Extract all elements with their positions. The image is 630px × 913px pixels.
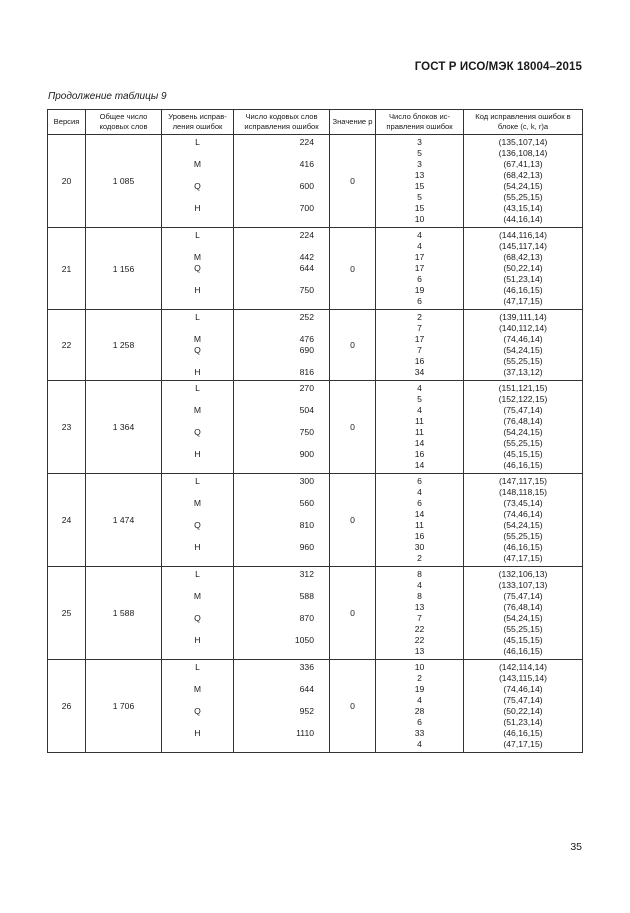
version-cell: 25 <box>48 567 86 660</box>
ec-level: M <box>193 252 202 262</box>
p-value-cell: 0 <box>330 381 376 474</box>
block-code: (142,114,14) <box>498 662 548 672</box>
block-code: (140,112,14) <box>498 323 548 333</box>
ec-level: H <box>194 285 201 295</box>
block-code: (76,48,14) <box>503 416 543 426</box>
block-code: (37,13,12) <box>503 367 543 377</box>
ec-codeword-count: 952 <box>299 706 314 716</box>
block-code: (54,24,15) <box>503 613 543 623</box>
ec-level: L <box>195 312 200 322</box>
ec-level: Q <box>194 520 201 530</box>
block-code: (46,16,15) <box>503 285 543 295</box>
ec-level: Q <box>194 345 201 355</box>
col-header-ec-codewords <box>234 110 330 135</box>
ec-blocks-cell <box>376 567 464 660</box>
p-value-cell: 0 <box>330 567 376 660</box>
block-code: (54,24,15) <box>503 345 543 355</box>
block-code-cell <box>464 135 583 228</box>
block-code: (47,17,15) <box>503 296 543 306</box>
block-code: (135,107,14) <box>498 137 548 147</box>
block-code: (54,24,15) <box>503 181 543 191</box>
ec-block-count: 10 <box>414 662 425 672</box>
ec-level: H <box>194 728 201 738</box>
block-code-cell <box>464 381 583 474</box>
ec-level: M <box>193 159 202 169</box>
block-code-cell <box>464 567 583 660</box>
col-header-ec-level <box>162 110 234 135</box>
ec-codewords-cell <box>234 381 330 474</box>
block-code: (133,107,13) <box>498 580 548 590</box>
block-code: (74,46,14) <box>503 684 543 694</box>
ec-block-count: 4 <box>417 487 422 497</box>
ec-level: L <box>195 662 200 672</box>
ec-codeword-count: 588 <box>299 591 314 601</box>
col-header-p-value <box>330 110 376 135</box>
table-row <box>48 381 583 474</box>
col-header-version <box>48 110 86 135</box>
ec-block-count: 14 <box>414 509 425 519</box>
block-code: (55,25,15) <box>503 624 543 634</box>
ec-level: H <box>194 635 201 645</box>
block-code: (67,41,13) <box>503 159 543 169</box>
col-header-label: Число блоков ис-правления ошибок <box>386 111 453 131</box>
total-codewords-cell: 1 364 <box>86 381 162 474</box>
ec-codeword-count: 1050 <box>294 635 314 645</box>
total-codewords-cell: 1 474 <box>86 474 162 567</box>
ec-block-count: 17 <box>414 263 425 273</box>
version-cell: 23 <box>48 381 86 474</box>
col-header-block-code <box>464 110 583 135</box>
ec-block-count: 34 <box>414 367 425 377</box>
ec-codeword-count: 690 <box>299 345 314 355</box>
block-code: (74,46,14) <box>503 509 543 519</box>
ec-codeword-count: 560 <box>299 498 314 508</box>
block-code: (75,47,14) <box>503 405 543 415</box>
ec-codeword-count: 252 <box>299 312 314 322</box>
ec-codeword-count: 504 <box>299 405 314 415</box>
ec-block-count: 30 <box>414 542 425 552</box>
ec-block-count: 11 <box>415 416 424 426</box>
ec-codeword-count: 416 <box>299 159 314 169</box>
document-header: ГОСТ Р ИСО/МЭК 18004–2015 <box>414 61 582 73</box>
block-code: (68,42,13) <box>503 252 543 262</box>
ec-block-count: 6 <box>417 498 422 508</box>
block-code: (43,15,14) <box>503 203 543 213</box>
ec-block-count: 4 <box>417 739 422 749</box>
ec-block-count: 5 <box>417 394 422 404</box>
block-code: (47,17,15) <box>503 739 543 749</box>
total-codewords-cell: 1 156 <box>86 228 162 310</box>
ec-block-count: 19 <box>414 285 425 295</box>
ec-level: M <box>193 684 202 694</box>
col-header-label: Общее число кодовых слов <box>99 111 148 131</box>
ec-codeword-count: 644 <box>299 684 314 694</box>
ec-level: M <box>193 405 202 415</box>
total-codewords-cell: 1 588 <box>86 567 162 660</box>
table-row <box>48 310 583 381</box>
block-code-cell <box>464 228 583 310</box>
ec-block-count: 14 <box>414 438 425 448</box>
ec-codeword-count: 816 <box>299 367 314 377</box>
ec-blocks-cell <box>376 135 464 228</box>
ec-blocks-cell <box>376 660 464 753</box>
block-code: (46,16,15) <box>503 460 543 470</box>
ec-codeword-count: 644 <box>299 263 314 273</box>
ec-block-count: 10 <box>414 214 425 224</box>
ec-level-cell <box>162 381 234 474</box>
ec-codeword-count: 750 <box>299 427 314 437</box>
ec-block-count: 11 <box>415 520 424 530</box>
col-header-label: Код исправления ошибок в блоке (c, k, r)a <box>475 111 571 131</box>
ec-level: M <box>193 498 202 508</box>
ec-codeword-count: 224 <box>299 137 314 147</box>
ec-level: L <box>195 569 200 579</box>
ec-codeword-count: 270 <box>299 383 314 393</box>
ec-blocks-cell <box>376 474 464 567</box>
ec-codeword-count: 960 <box>299 542 314 552</box>
ec-codeword-count: 750 <box>299 285 314 295</box>
ec-block-count: 2 <box>417 553 422 563</box>
ec-codewords-cell <box>234 310 330 381</box>
block-code: (47,17,15) <box>503 553 543 563</box>
ec-block-count: 16 <box>414 449 425 459</box>
block-code: (55,25,15) <box>503 356 543 366</box>
ec-codeword-count: 224 <box>299 230 314 240</box>
ec-block-count: 16 <box>414 356 425 366</box>
block-code: (54,24,15) <box>503 427 543 437</box>
table-row <box>48 660 583 753</box>
ec-block-count: 4 <box>417 580 422 590</box>
ec-codeword-count: 1110 <box>296 728 314 738</box>
total-codewords-cell: 1 085 <box>86 135 162 228</box>
block-code: (151,121,15) <box>498 383 548 393</box>
ec-codeword-count: 900 <box>299 449 314 459</box>
ec-codewords-cell <box>234 474 330 567</box>
ec-codewords-cell <box>234 660 330 753</box>
block-code-cell <box>464 660 583 753</box>
block-code: (75,47,14) <box>503 591 543 601</box>
ec-level: L <box>195 383 200 393</box>
ec-level: H <box>194 367 201 377</box>
table-header-row <box>48 110 583 135</box>
p-value-cell: 0 <box>330 228 376 310</box>
ec-codewords-cell <box>234 567 330 660</box>
ec-block-count: 4 <box>417 241 422 251</box>
ec-level: L <box>195 230 200 240</box>
ec-block-count: 4 <box>417 230 422 240</box>
page-number: 35 <box>570 841 582 853</box>
ec-block-count: 5 <box>417 192 422 202</box>
block-code: (46,16,15) <box>503 646 543 656</box>
ec-codeword-count: 476 <box>299 334 314 344</box>
ec-codewords-cell <box>234 228 330 310</box>
ec-level: L <box>195 137 200 147</box>
table-row <box>48 474 583 567</box>
ec-block-count: 14 <box>414 460 425 470</box>
ec-block-count: 4 <box>417 405 422 415</box>
version-cell: 21 <box>48 228 86 310</box>
block-code: (145,117,14) <box>498 241 548 251</box>
table-row <box>48 135 583 228</box>
ec-level: Q <box>194 263 201 273</box>
col-header-label: Значение p <box>332 116 373 126</box>
col-header-ec-blocks <box>376 110 464 135</box>
ec-blocks-cell <box>376 310 464 381</box>
ec-codeword-count: 336 <box>299 662 314 672</box>
ec-block-count: 8 <box>417 569 422 579</box>
block-code: (75,47,14) <box>503 695 543 705</box>
ec-block-count: 8 <box>417 591 422 601</box>
block-code: (54,24,15) <box>503 520 543 530</box>
p-value-cell: 0 <box>330 660 376 753</box>
block-code: (76,48,14) <box>503 602 543 612</box>
block-code: (148,118,15) <box>498 487 548 497</box>
version-cell: 22 <box>48 310 86 381</box>
ec-block-count: 3 <box>417 137 422 147</box>
ec-codeword-count: 600 <box>299 181 314 191</box>
block-code: (136,108,14) <box>498 148 548 158</box>
ec-block-count: 17 <box>414 334 425 344</box>
ec-block-count: 6 <box>417 717 422 727</box>
ec-block-count: 3 <box>417 159 422 169</box>
ec-level-cell <box>162 567 234 660</box>
ec-block-count: 13 <box>414 602 425 612</box>
block-code-cell <box>464 310 583 381</box>
ec-block-count: 22 <box>414 624 425 634</box>
block-code: (55,25,15) <box>503 531 543 541</box>
table-row <box>48 228 583 310</box>
block-code: (51,23,14) <box>503 274 543 284</box>
block-code: (44,16,14) <box>503 214 543 224</box>
ec-level-cell <box>162 474 234 567</box>
ec-blocks-cell <box>376 228 464 310</box>
ec-block-count: 6 <box>417 476 422 486</box>
ec-level: H <box>194 449 201 459</box>
ec-block-count: 6 <box>417 274 422 284</box>
ec-block-count: 7 <box>417 323 422 333</box>
col-header-total-codewords <box>86 110 162 135</box>
block-code: (73,45,14) <box>503 498 543 508</box>
ec-codeword-count: 810 <box>299 520 314 530</box>
ec-block-count: 11 <box>415 427 424 437</box>
ec-codeword-count: 442 <box>299 252 314 262</box>
ec-codeword-count: 870 <box>299 613 314 623</box>
block-code: (45,15,15) <box>503 449 543 459</box>
block-code: (55,25,15) <box>503 192 543 202</box>
ec-codewords-cell <box>234 135 330 228</box>
ec-level-cell <box>162 228 234 310</box>
ec-level: H <box>194 203 201 213</box>
p-value-cell: 0 <box>330 474 376 567</box>
block-code: (143,115,14) <box>498 673 548 683</box>
ec-block-count: 13 <box>414 646 425 656</box>
col-header-label: Версия <box>53 116 80 126</box>
ec-block-count: 19 <box>414 684 425 694</box>
block-code: (55,25,15) <box>503 438 543 448</box>
ec-level-cell <box>162 660 234 753</box>
ec-block-count: 2 <box>417 673 422 683</box>
ec-block-count: 15 <box>414 203 425 213</box>
block-code: (50,22,14) <box>503 263 543 273</box>
table-row <box>48 567 583 660</box>
ec-codeword-count: 312 <box>299 569 314 579</box>
ec-block-count: 17 <box>414 252 425 262</box>
ec-level: Q <box>194 427 201 437</box>
ec-level: M <box>193 591 202 601</box>
col-header-label: Уровень исправ-ления ошибок <box>168 111 227 131</box>
ec-level-cell <box>162 310 234 381</box>
ec-block-count: 28 <box>414 706 425 716</box>
block-code: (152,122,15) <box>498 394 548 404</box>
ec-level: Q <box>194 706 201 716</box>
block-code: (46,16,15) <box>503 728 543 738</box>
ec-block-count: 16 <box>414 531 425 541</box>
total-codewords-cell: 1 706 <box>86 660 162 753</box>
block-code: (50,22,14) <box>503 706 543 716</box>
version-cell: 24 <box>48 474 86 567</box>
ec-level: Q <box>194 613 201 623</box>
ec-block-count: 7 <box>417 613 422 623</box>
ec-block-count: 6 <box>417 296 422 306</box>
p-value-cell: 0 <box>330 135 376 228</box>
block-code: (68,42,13) <box>503 170 543 180</box>
block-code: (132,106,13) <box>498 569 548 579</box>
block-code: (51,23,14) <box>503 717 543 727</box>
ec-codeword-count: 300 <box>299 476 314 486</box>
block-code: (139,111,14) <box>499 312 547 322</box>
block-code: (147,117,15) <box>498 476 548 486</box>
ec-block-count: 4 <box>417 383 422 393</box>
ec-block-count: 22 <box>414 635 425 645</box>
ec-block-count: 2 <box>417 312 422 322</box>
ec-block-count: 4 <box>417 695 422 705</box>
col-header-label: Число кодовых слов исправления ошибок <box>244 111 319 131</box>
ec-level: H <box>194 542 201 552</box>
total-codewords-cell: 1 258 <box>86 310 162 381</box>
version-cell: 20 <box>48 135 86 228</box>
p-value-cell: 0 <box>330 310 376 381</box>
ec-block-count: 7 <box>417 345 422 355</box>
ec-level: M <box>193 334 202 344</box>
ec-block-count: 33 <box>414 728 425 738</box>
ec-level-cell <box>162 135 234 228</box>
ec-blocks-cell <box>376 381 464 474</box>
version-cell: 26 <box>48 660 86 753</box>
block-code-cell <box>464 474 583 567</box>
ec-block-count: 13 <box>414 170 425 180</box>
table-caption: Продолжение таблицы 9 <box>48 91 167 102</box>
block-code: (46,16,15) <box>503 542 543 552</box>
block-code: (45,15,15) <box>503 635 543 645</box>
block-code: (74,46,14) <box>503 334 543 344</box>
qr-error-correction-table <box>47 109 583 753</box>
ec-block-count: 5 <box>417 148 422 158</box>
ec-level: L <box>195 476 200 486</box>
block-code: (144,116,14) <box>498 230 548 240</box>
ec-codeword-count: 700 <box>299 203 314 213</box>
ec-block-count: 15 <box>414 181 425 191</box>
ec-level: Q <box>194 181 201 191</box>
